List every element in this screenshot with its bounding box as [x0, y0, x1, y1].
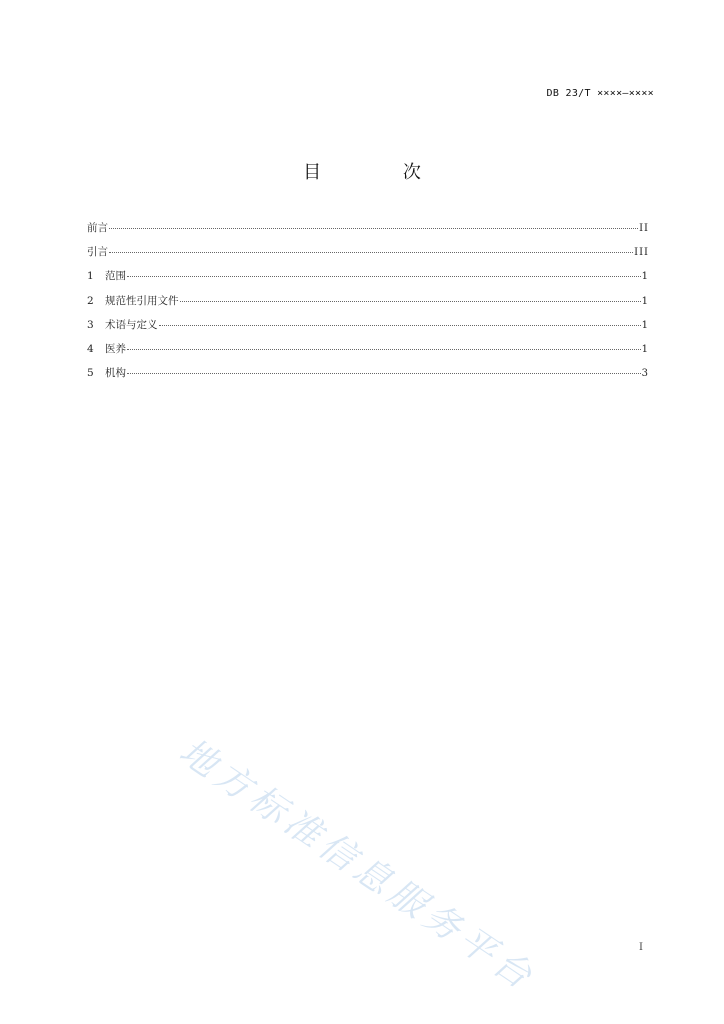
toc-dot-leader	[180, 301, 641, 302]
toc-entry-page: 1	[641, 271, 649, 283]
toc-entry-page: 1	[641, 295, 649, 307]
page-number: I	[639, 942, 643, 953]
toc-entry-foreword[interactable]	[87, 220, 649, 244]
toc-dot-leader	[127, 349, 641, 350]
toc-dot-leader	[109, 252, 633, 253]
toc-entry-normative-references[interactable]	[87, 293, 649, 317]
toc-entry-scope[interactable]	[87, 268, 649, 292]
toc-entry-label: 引言	[87, 246, 108, 259]
toc-entry-introduction[interactable]	[87, 244, 649, 268]
toc-dot-leader	[109, 228, 638, 229]
toc-dot-leader	[127, 276, 641, 277]
toc-entry-number: 2	[87, 294, 94, 307]
document-code: DB 23/T ××××—××××	[546, 88, 654, 99]
toc-entry-label: 医养	[105, 342, 126, 355]
toc-title: 目 次	[303, 162, 459, 183]
toc-entry-label: 规范性引用文件	[105, 294, 179, 307]
toc-entry-number: 3	[87, 318, 94, 331]
table-of-contents	[87, 220, 649, 389]
toc-entry-label: 术语与定义	[105, 318, 158, 331]
toc-entry-label: 机构	[105, 367, 126, 380]
watermark: 地方标准信息服务平台	[171, 730, 543, 1000]
toc-entry-page: 1	[641, 319, 649, 331]
toc-entry-label: 范围	[105, 270, 126, 283]
toc-dot-leader	[159, 325, 641, 326]
toc-entry-label: 前言	[87, 222, 108, 234]
toc-entry-page: 3	[641, 368, 649, 380]
toc-entry-number: 4	[87, 342, 94, 355]
toc-entry-number: 1	[87, 270, 94, 283]
toc-entry-medical-care[interactable]	[87, 341, 649, 365]
toc-entry-page: III	[634, 247, 649, 259]
toc-entry-page: II	[639, 223, 649, 234]
toc-entry-terms-definitions[interactable]	[87, 317, 649, 341]
toc-entry-institution[interactable]	[87, 365, 649, 389]
toc-entry-number: 5	[87, 367, 94, 380]
toc-entry-page: 1	[641, 343, 649, 355]
toc-dot-leader	[127, 373, 641, 374]
